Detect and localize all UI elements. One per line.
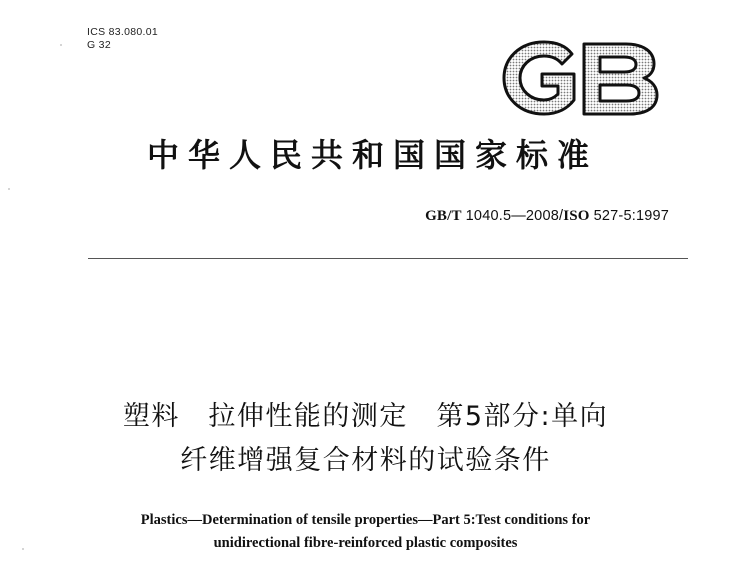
- scan-speck: [8, 188, 10, 190]
- header-divider: [88, 258, 688, 259]
- national-standard-title: 中华人民共和国国家标准: [146, 136, 598, 174]
- english-title-line-1: Plastics—Determination of tensile properties—Part 5:Test conditions for: [140, 512, 591, 528]
- standard-code: 1040.5—2008/: [465, 208, 564, 224]
- classification-codes: [87, 26, 158, 52]
- english-title-line-2: unidirectional fibre-reinforced plastic composites: [213, 535, 518, 551]
- iso-prefix: ISO: [563, 208, 590, 224]
- iso-code: 527-5:1997: [593, 208, 669, 224]
- scan-speck: [60, 44, 62, 46]
- scan-speck: [22, 548, 24, 550]
- gb-logo: [500, 40, 660, 116]
- chinese-title-line-2: 纤维增强复合材料的试验条件: [180, 445, 551, 476]
- chinese-title-line-1: 塑料 拉伸性能的测定 第5部分:单向: [122, 401, 609, 432]
- ics-code: ICS 83.080.01: [87, 26, 159, 38]
- standard-number: [425, 208, 669, 225]
- standard-prefix: GB/T: [425, 208, 462, 224]
- ccs-code: G 32: [87, 39, 111, 51]
